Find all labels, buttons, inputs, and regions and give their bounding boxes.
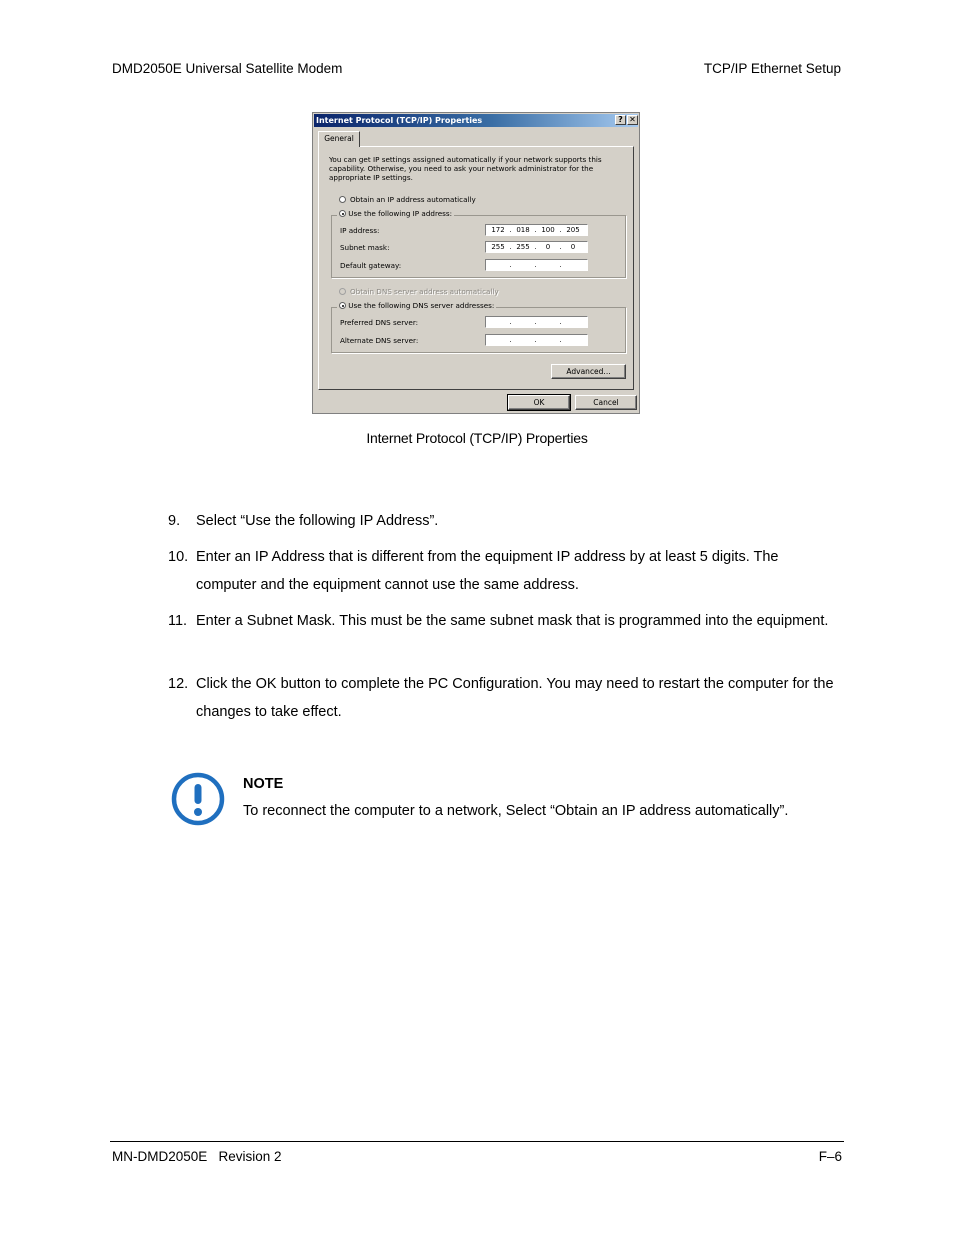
figure-caption: Internet Protocol (TCP/IP) Properties [366,430,588,446]
ip-octet-1: 172 [491,226,505,234]
gateway-dot: . [534,261,537,269]
subnet-octet-1: 255 [491,243,505,251]
note-text: To reconnect the computer to a network, Select “Obtain an IP address automatically”. [243,803,789,819]
obtain-ip-auto-label: Obtain an IP address automatically [350,195,476,204]
ip-dot: . [559,226,562,234]
ip-address-label: IP address: [340,226,380,235]
close-button[interactable]: ✕ [627,115,638,125]
ip-octet-2: 018 [516,226,530,234]
intro-text: You can get IP settings assigned automatically if your network supports this capability. Otherwise, you need to ask your network administrator for the appropriate IP settings. [329,155,602,182]
preferred-dns-label: Preferred DNS server: [340,318,419,327]
alternate-dns-label: Alternate DNS server: [340,336,419,345]
footer-page-number: F–6 [818,1149,842,1164]
obtain-dns-auto-label: Obtain DNS server address automatically [350,287,499,296]
alternate-dns-dot: . [534,336,537,344]
ip-dot: . [509,226,512,234]
use-following-ip-radio[interactable] [339,210,346,217]
dns-server-group [331,307,626,353]
use-following-dns-option [337,301,496,310]
footer-rule [110,1141,844,1142]
subnet-mask-input[interactable] [485,241,588,253]
ok-button[interactable]: OK [508,395,570,410]
ip-address-input[interactable] [485,224,588,236]
step-number: 9. [168,513,181,529]
preferred-dns-dot: . [534,318,537,326]
subnet-octet-3: 0 [545,243,551,251]
running-header-section: TCP/IP Ethernet Setup [703,61,841,76]
step-number: 11. [168,613,188,629]
alternate-dns-dot: . [559,336,562,344]
ip-octet-4: 205 [566,226,580,234]
tcpip-properties-dialog [312,112,640,414]
step-number: 12. [168,676,189,692]
alternate-dns-dot: . [509,336,512,344]
obtain-ip-auto-radio[interactable] [339,196,346,203]
subnet-dot: . [534,243,537,251]
note-title: NOTE [243,776,284,792]
default-gateway-label: Default gateway: [340,261,402,270]
gateway-dot: . [559,261,562,269]
dialog-titlebar [314,114,638,127]
preferred-dns-dot: . [509,318,512,326]
step-text: Enter an IP Address that is different from the equipment IP address by at least 5 digits. The computer and the equipment cannot use the same address. [196,549,779,593]
exclamation-circle-icon [171,772,225,826]
use-following-ip-option [337,209,454,218]
subnet-dot: . [559,243,562,251]
running-header-title: DMD2050E Universal Satellite Modem [112,61,343,76]
advanced-button[interactable]: Advanced... [551,364,626,379]
footer-document-id: MN-DMD2050E Revision 2 [112,1149,282,1164]
alternate-dns-input[interactable] [485,334,588,346]
preferred-dns-input[interactable] [485,316,588,328]
ip-octet-3: 100 [541,226,555,234]
use-following-dns-label: Use the following DNS server addresses: [348,301,495,310]
gateway-dot: . [509,261,512,269]
ip-dot: . [534,226,537,234]
subnet-octet-4: 0 [570,243,576,251]
obtain-dns-auto-radio[interactable] [339,288,346,295]
step-text: Click the OK button to complete the PC Configuration. You may need to restart the computer for the changes to take effect. [196,676,834,720]
step-text: Select “Use the following IP Address”. [196,513,439,529]
subnet-dot: . [509,243,512,251]
cancel-button[interactable]: Cancel [575,395,637,410]
use-following-ip-label: Use the following IP address: [348,209,453,218]
dialog-title: Internet Protocol (TCP/IP) Properties [316,116,483,125]
use-following-dns-radio[interactable] [339,302,346,309]
preferred-dns-dot: . [559,318,562,326]
subnet-octet-2: 255 [516,243,530,251]
subnet-mask-label: Subnet mask: [340,243,390,252]
tab-general[interactable]: General [318,131,360,147]
default-gateway-input[interactable] [485,259,588,271]
help-button[interactable]: ? [615,115,626,125]
step-number: 10. [168,549,189,565]
step-text: Enter a Subnet Mask. This must be the same subnet mask that is programmed into the equipment. [196,613,829,629]
